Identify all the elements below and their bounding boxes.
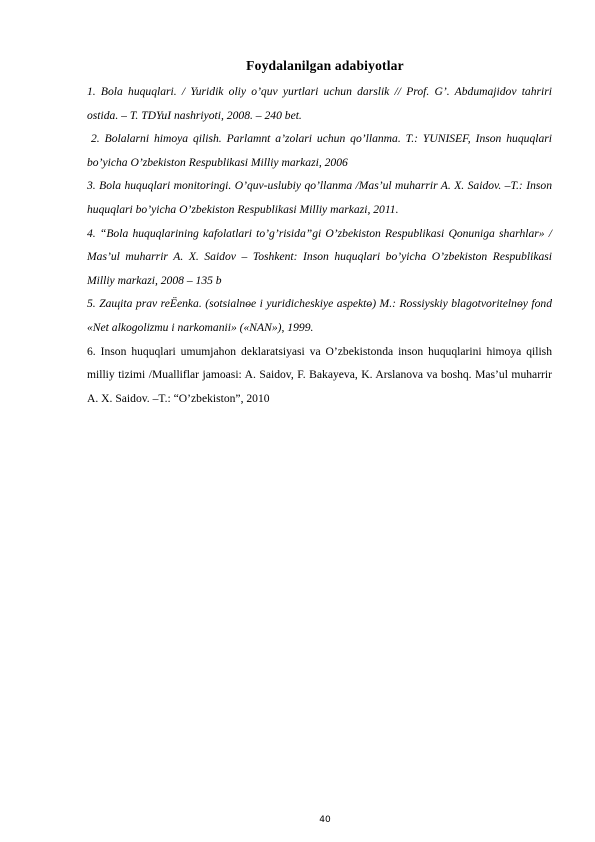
reference-item-4: 4. “Bola huquqlarining kafolatlari to’g’risida”gi O’zbekiston Respublikasi Qonuniga sharhlar» / Mas’ul muharrir A. X. Saidov – Toshkent: Inson huquqlari bo’yicha O’zbekiston Respublikasi Milliy markazi, 2008 – 135 b: [87, 226, 552, 287]
reference-item-1: 1. Bola huquqlari. / Yuridik oliy o’quv yurtlari uchun darslik // Prof. G’. Abdumajidov tahriri ostida. – T. TDYuI nashriyoti, 2008. – 240 bet.: [87, 85, 552, 122]
reference-item-3: 3. Bola huquqlari monitoringi. O’quv-uslubiy qo’llanma /Mas’ul muharrir A. X. Saidov. –T.: Inson huquqlari bo’yicha O’zbekiston Respublikasi Milliy markazi, 2011.: [87, 179, 552, 216]
page-number: 40: [319, 815, 331, 825]
reference-list: [87, 80, 552, 410]
reference-item-6: 6. Inson huquqlari umumjahon deklaratsiyasi va O’zbekistonda inson huquqlarini himoya qilish milliy tizimi /Mualliflar jamoasi: A. Saidov, F. Bakayeva, K. Arslanova va boshq. Mas’ul muharrir A. X. Saidov. –T.: “O’zbekiston”, 2010: [87, 344, 552, 405]
reference-item-5: 5. Zaщita prav reЁenka. (sotsialnөe i yuridicheskiye aspektө) M.: Rossiyskiy blagotvoritelnөy fond «Net alkogolizmu i narkomanii» («NAN»), 1999.: [87, 297, 552, 334]
reference-item-2: 2. Bolalarni himoya qilish. Parlamnt a’zolari uchun qo’llanma. T.: YUNISEF, Inson huquqlari bo’yicha O’zbekiston Respublikasi Milliy markazi, 2006: [87, 132, 552, 169]
bibliography-title: Foydalanilgan adabiyotlar: [246, 58, 404, 73]
